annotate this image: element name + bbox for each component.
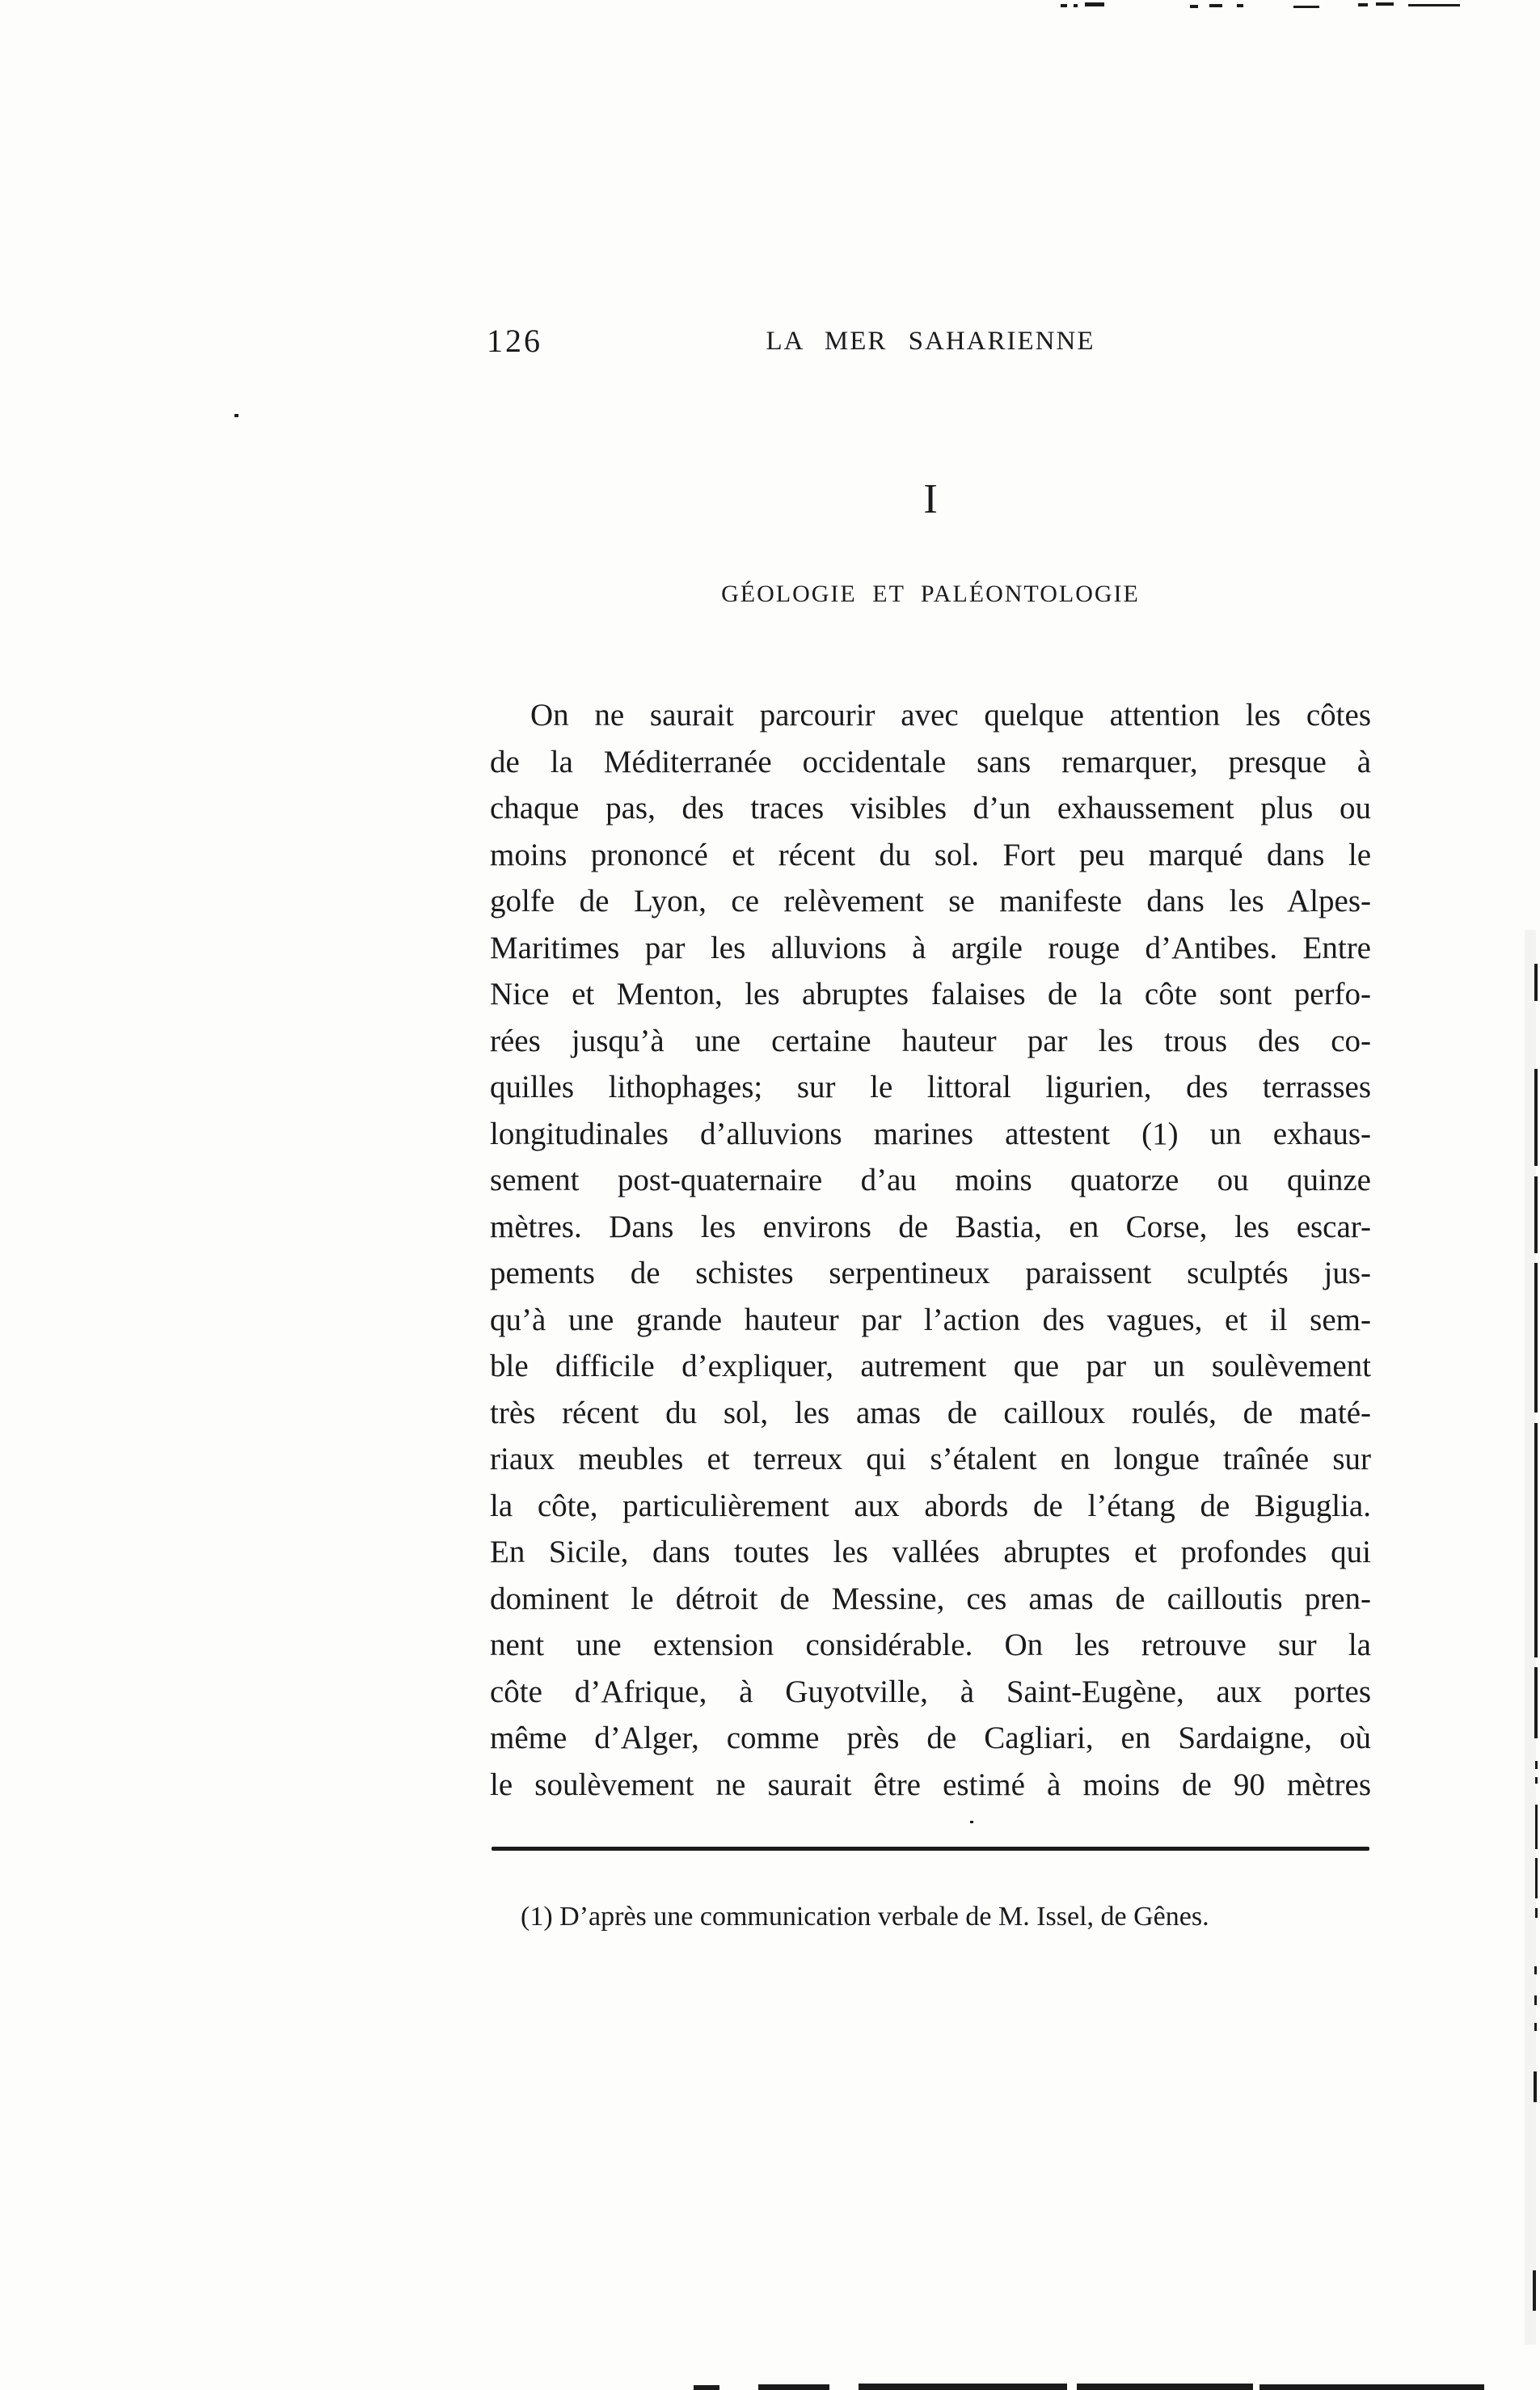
- paragraph-line: riaux meubles et terreux qui s’étalent en longue traînée sur: [490, 1442, 1371, 1476]
- scan-artifact: [1061, 4, 1067, 7]
- page-number: 126: [487, 323, 542, 359]
- scan-artifact: [694, 2385, 719, 2390]
- scan-artifact: [1534, 1069, 1538, 1166]
- scan-artifact: [1190, 5, 1198, 8]
- scan-artifact: [234, 414, 238, 417]
- paragraph-line: dominent le détroit de Messine, ces amas de cailloutis pren-: [490, 1581, 1371, 1616]
- scan-artifact: [1535, 1805, 1538, 1849]
- paragraph-line: de la Méditerranée occidentale sans remarquer, presque à: [490, 744, 1371, 779]
- scan-artifact: [1408, 4, 1460, 6]
- scan-artifact: [1534, 1263, 1538, 1412]
- scan-artifact: [1074, 4, 1078, 7]
- section-number: I: [923, 476, 938, 522]
- running-header: LA MER SAHARIENNE: [766, 327, 1095, 356]
- scan-artifact: [1358, 3, 1368, 6]
- paragraph-line: chaque pas, des traces visibles d’un exhaussement plus ou: [490, 791, 1371, 826]
- paragraph-line: quilles lithophages; sur le littoral ligurien, des terrasses: [490, 1070, 1371, 1104]
- scan-artifact: [1535, 1761, 1538, 1769]
- paragraph-line: qu’à une grande hauteur par l’action des vagues, et il sem-: [490, 1302, 1371, 1337]
- scan-artifact: [1535, 1858, 1538, 1898]
- scan-artifact: [859, 2384, 1067, 2390]
- paragraph-line: longitudinales d’alluvions marines attestent (1) un exhaus-: [490, 1116, 1371, 1151]
- scan-artifact: [1293, 6, 1319, 8]
- paragraph-line: côte d’Afrique, à Guyotville, à Saint-Eugène, aux portes: [490, 1674, 1371, 1709]
- scan-artifact: [1534, 1995, 1537, 2005]
- paragraph-line: rées jusqu’à une certaine hauteur par les trous des co-: [490, 1023, 1371, 1058]
- scan-artifact: [1534, 2071, 1537, 2102]
- scan-artifact: [1085, 2, 1104, 6]
- scan-artifact: [1534, 964, 1538, 1001]
- body-paragraph: [490, 692, 1371, 1808]
- paragraph-line: pements de schistes serpentineux paraissent sculptés jus-: [490, 1256, 1371, 1290]
- paragraph-line: En Sicile, dans toutes les vallées abruptes et profondes qui: [490, 1535, 1371, 1569]
- scan-artifact: [1534, 1667, 1538, 1738]
- scan-artifact: [1209, 4, 1222, 7]
- scan-artifact: [1534, 1966, 1537, 1974]
- paragraph-line: sement post-quaternaire d’au moins quatorze ou quinze: [490, 1163, 1371, 1197]
- paragraph-line: Maritimes par les alluvions à argile rouge d’Antibes. Entre: [490, 930, 1371, 965]
- section-heading: GÉOLOGIE ET PALÉONTOLOGIE: [721, 581, 1140, 607]
- scan-artifact: [1535, 1908, 1538, 1918]
- scan-artifact: [970, 1821, 973, 1823]
- scan-artifact: [1259, 2384, 1484, 2390]
- scan-artifact: [1534, 1176, 1538, 1253]
- paragraph-line: ble difficile d’expliquer, autrement que par un soulèvement: [490, 1349, 1371, 1383]
- scan-artifact: [1534, 2023, 1537, 2031]
- paragraph-line: moins prononcé et récent du sol. Fort peu marqué dans le: [490, 837, 1371, 872]
- footnote: (1) D’après une communication verbale de M. Issel, de Gênes.: [521, 1902, 1209, 1932]
- scan-artifact: [1376, 2, 1394, 6]
- scan-artifact: [1077, 2384, 1253, 2390]
- paragraph-line: Nice et Menton, les abruptes falaises de la côte sont perfo-: [490, 977, 1371, 1011]
- paragraph-line: même d’Alger, comme près de Cagliari, en Sardaigne, où: [490, 1721, 1371, 1755]
- footnote-rule: [492, 1847, 1369, 1851]
- paragraph-line: nent une extension considérable. On les retrouve sur la: [490, 1628, 1371, 1662]
- scan-artifact: [1534, 1423, 1538, 1657]
- paragraph-line: la côte, particulièrement aux abords de l’étang de Biguglia.: [490, 1488, 1371, 1523]
- paragraph-line: le soulèvement ne saurait être estimé à moins de 90 mètres: [490, 1767, 1371, 1802]
- scan-artifact: [1533, 2270, 1536, 2311]
- scan-artifact: [1535, 1777, 1538, 1784]
- scan-artifact: [758, 2384, 829, 2390]
- scan-artifact: [1237, 4, 1243, 7]
- paragraph-line: mètres. Dans les environs de Bastia, en Corse, les escar-: [490, 1209, 1371, 1244]
- paragraph-line: très récent du sol, les amas de cailloux roulés, de maté-: [490, 1395, 1371, 1430]
- paragraph-line: golfe de Lyon, ce relèvement se manifeste dans les Alpes-: [490, 884, 1371, 918]
- paragraph-line: On ne saurait parcourir avec quelque attention les côtes: [530, 698, 1371, 733]
